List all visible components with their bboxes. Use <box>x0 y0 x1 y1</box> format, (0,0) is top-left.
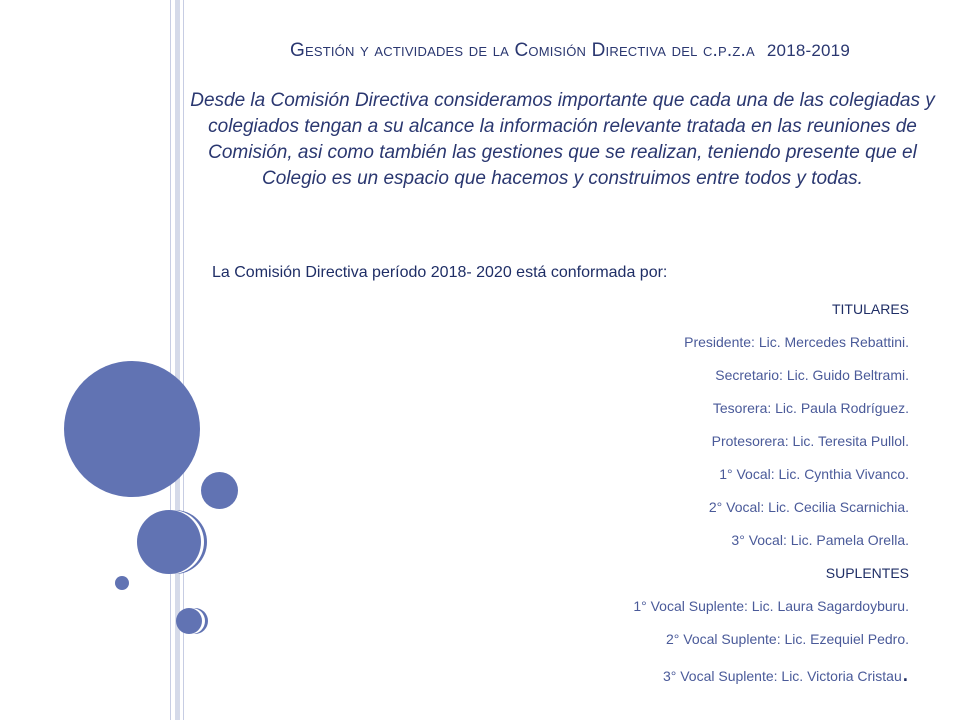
list-item: 1° Vocal Suplente: Lic. Laura Sagardoyburu. <box>633 598 909 614</box>
list-item: Protesorera: Lic. Teresita Pullol. <box>711 433 909 449</box>
tiny-circle <box>115 576 129 590</box>
roster-list <box>633 300 909 700</box>
list-item: 3° Vocal: Lic. Pamela Orella. <box>731 532 909 548</box>
list-item: 2° Vocal Suplente: Lic. Ezequiel Pedro. <box>666 631 909 647</box>
large-circle <box>64 361 200 497</box>
title-year: 2018-2019 <box>766 41 850 60</box>
medium-circle <box>137 510 201 574</box>
intro-paragraph: Desde la Comisión Directiva consideramos importante que cada una de las colegiadas y colegiados tengan a su alcance la información relevante tratada en las reuniones de Comisión, asi como también las gestiones que se realizan, teniendo presente que el Colegio es un espacio que hacemos y construimos entre todos y todas. <box>190 90 935 189</box>
small-circle-top <box>201 472 238 509</box>
list-item: 3° Vocal Suplente: Lic. Victoria Cristau <box>662 668 902 684</box>
decorative-line-thin <box>170 0 171 720</box>
list-item: 1° Vocal: Lic. Cynthia Vivanco. <box>719 466 909 482</box>
trailing-dot: . <box>901 657 909 687</box>
list-item: Tesorera: Lic. Paula Rodríguez. <box>712 400 909 416</box>
list-item: Secretario: Lic. Guido Beltrami. <box>715 367 909 383</box>
subtitle: La Comisión Directiva período 2018- 2020 está conformada por: <box>212 264 668 281</box>
list-item-last <box>633 657 909 700</box>
small-circle-bottom <box>176 608 202 634</box>
list-item: 2° Vocal: Lic. Cecilia Scarnichia. <box>708 499 909 515</box>
list-item: Presidente: Lic. Mercedes Rebattini. <box>684 334 909 350</box>
title-text: Gestión y actividades de la Comisión Directiva del c.p.z.a <box>290 40 755 61</box>
titulares-heading: TITULARES <box>831 301 909 317</box>
suplentes-heading: SUPLENTES <box>825 565 909 581</box>
slide-title <box>180 40 960 62</box>
